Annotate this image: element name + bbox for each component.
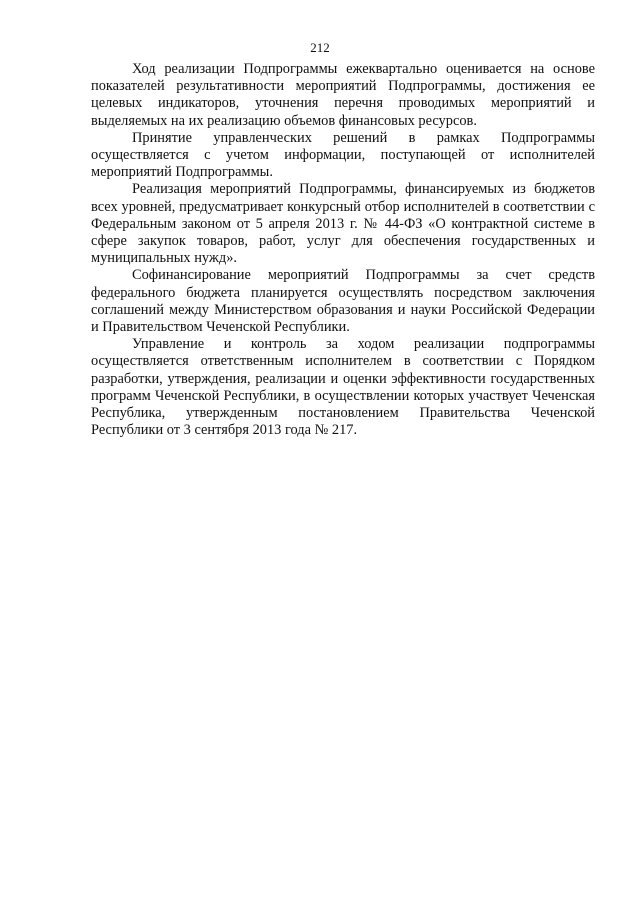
- paragraph-management-decisions: Принятие управленческих решений в рамках Подпрограммы осуществляется с учетом информации, поступающей от исполнителей мероприятий Подпрограммы.: [91, 129, 595, 181]
- paragraph-cofinancing: Софинансирование мероприятий Подпрограммы за счет средств федерального бюджета планируется осуществлять посредством заключения соглашений между Министерством образования и науки Российской Федерации и Правительством Чеченской Республики.: [91, 267, 595, 336]
- body-text: [91, 61, 595, 439]
- paragraph-progress-assessment: Ход реализации Подпрограммы ежеквартально оценивается на основе показателей результативности мероприятий Подпрограммы, достижения ее целевых индикаторов, уточнения перечня проводимых мероприятий и выделяемых на их реализацию объемов финансовых ресурсов.: [91, 61, 595, 129]
- paragraph-management-control: Управление и контроль за ходом реализации подпрограммы осуществляется ответственным исполнителем в соответствии с Порядком разработки, утверждения, реализации и оценки эффективности государственных программ Чеченской Республики, в осуществлении которых участвует Чеченская Республика, утвержденным постановлением Правительства Чеченской Республики от 3 сентября 2013 года № 217.: [91, 336, 595, 439]
- page-number: 212: [310, 40, 330, 55]
- paragraph-contractor-selection: Реализация мероприятий Подпрограммы, финансируемых из бюджетов всех уровней, предусматривает конкурсный отбор исполнителей в соответствии с Федеральным законом от 5 апреля 2013 г. № 44-ФЗ «О контрактной системе в сфере закупок товаров, работ, услуг для обеспечения государственных и муниципальных нужд».: [91, 181, 595, 267]
